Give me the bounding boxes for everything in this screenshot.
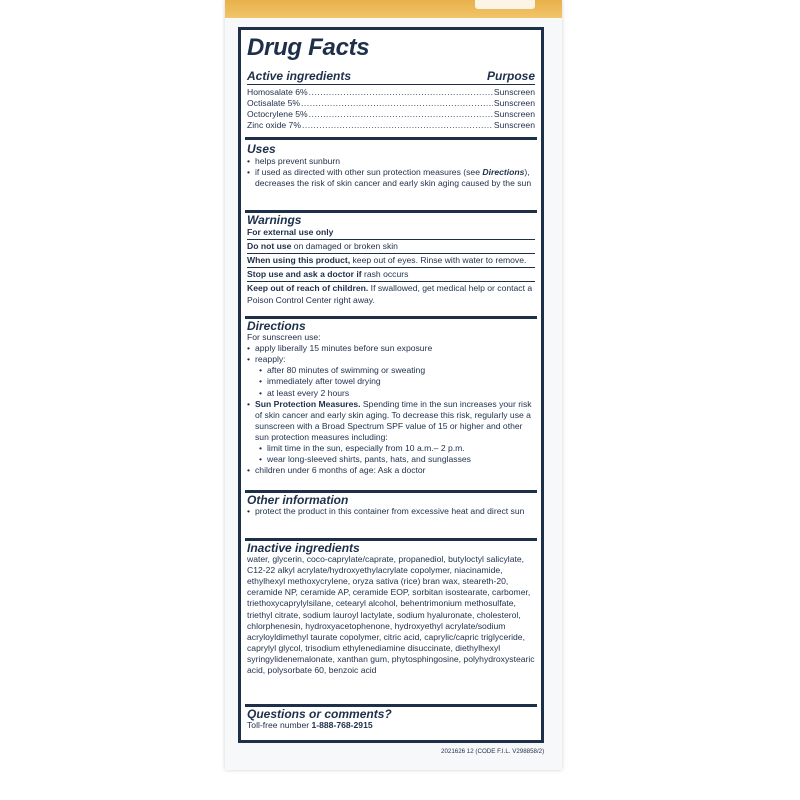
package-top-band [225,0,562,18]
uses-section [245,137,537,189]
questions-heading: Questions or comments? [247,707,392,721]
inactive-ingredients-section [245,538,537,676]
list-item [247,443,535,454]
children-note: children under 6 months of age: Ask a doctor [255,465,426,476]
stop-use-label: Stop use and ask a doctor if [247,269,362,280]
other-information-heading: Other information [247,493,349,507]
directions-apply: apply liberally 15 minutes before sun exposure [255,343,433,354]
spm-text: Spending time in the sun increases your risk of skin cancer and early skin aging. To decrease this risk, regularly use a sunscreen with a Broad Spectrum SPF value of 15 or higher and other sun protection measures including: [255,398,532,442]
toll-free-number: 1-888-768-2915 [311,720,373,731]
directions-list [247,343,535,476]
directions-heading: Directions [247,319,306,333]
active-ingredients-header [247,69,535,85]
spm-item: wear long-sleeved shirts, pants, hats, and sunglasses [267,454,471,465]
do-not-use-label: Do not use [247,241,292,252]
other-information-list [247,506,535,517]
product-code: 2021626 12 (CODE F.I.L. V298858/2) [441,748,545,755]
external-use-text: For external use only [247,227,334,238]
active-ingredient-row [247,98,535,109]
when-using-label: When using this product, [247,255,351,266]
stop-use-text: rash occurs [361,269,409,280]
spm-label: Sun Protection Measures. [255,398,361,409]
ingredient-name: Zinc oxide 7% [247,120,301,131]
ingredient-name: Octocrylene 5% [247,109,308,120]
when-using-text: keep out of eyes. Rinse with water to remove. [350,255,527,266]
list-item [247,365,535,376]
active-ingredients-heading: Active ingredients [247,69,352,83]
uses-item: helps prevent sunburn [255,156,341,166]
toll-free-label: Toll-free number [247,720,312,731]
active-ingredients-list [247,87,535,131]
other-information-item: protect the product in this container from excessive heat and direct sun [255,506,525,517]
toll-free-line [247,720,535,731]
ingredient-purpose: Sunscreen [493,87,535,97]
warnings-section [245,210,537,307]
drug-facts-title: Drug Facts [247,34,370,61]
list-item [247,399,535,443]
list-item [247,167,535,189]
uses-item: ), decreases the risk of skin cancer and early skin aging caused by the sun [255,167,532,189]
list-item [247,506,535,517]
external-use-line [247,226,535,240]
warnings-heading: Warnings [247,213,302,227]
do-not-use-text: on damaged or broken skin [291,241,398,252]
questions-section [245,704,537,731]
ingredient-purpose: Sunscreen [493,98,535,109]
directions-reference: Directions [482,167,525,178]
ingredient-purpose: Sunscreen [493,109,535,120]
inactive-ingredients-heading: Inactive ingredients [247,541,360,555]
list-item [247,343,535,354]
active-ingredient-row [247,120,535,131]
keep-out-text: If swallowed, get medical help or contact a Poison Control Center right away. [247,283,533,305]
when-using-line [247,254,535,268]
inactive-ingredients-text: water, glycerin, coco-caprylate/caprate, propanediol, butyloctyl salicylate, C12-22 alkyl acrylate/hydroxyethylacrylate copolymer, niacinamide, ethylhexyl methoxycrylene, oryza sativa (rice) bran wax, steareth-20, ceramide NP, ceramide AP, ceramide EOP, sorbitan isostearate, carbomer, triethoxycaprylylsilane, cetearyl alcohol, behentrimonium methosulfate, triethyl citrate, sodium lauroyl lactylate, sodium hyaluronate, cholesterol, chlorphenesin, hydroxyacetophenone, hydroxyethyl acrylate/sodium acryloyldimethyl taurate copolymer, citric acid, caprylic/capric triglyceride, caprylyl glycol, trisodium ethylenediamine disuccinate, diethylhexyl syringylidenemalonate, xanthan gum, phytosphingosine, polyhydroxystearic acid, polysorbate 60, benzoic acid [247,554,535,676]
spm-item: limit time in the sun, especially from 10 a.m.– 2 p.m. [267,443,465,454]
keep-out-line [247,282,535,306]
stop-use-line [247,268,535,282]
list-item [247,465,535,476]
list-item [247,354,535,365]
purpose-heading: Purpose [486,69,535,83]
list-item [247,388,535,399]
list-item [247,156,535,167]
reapply-item: immediately after towel drying [267,376,381,387]
reapply-item: after 80 minutes of swimming or sweating [267,365,426,376]
reapply-item: at least every 2 hours [267,387,350,398]
uses-list [247,156,535,189]
uses-heading: Uses [247,142,276,156]
do-not-use-line [247,240,535,254]
keep-out-label: Keep out of reach of children. [247,283,369,294]
ingredient-purpose: Sunscreen [493,120,535,131]
active-ingredient-row [247,87,535,98]
ingredient-name: Octisalate 5% [247,98,301,109]
brand-graphic [475,0,535,9]
uses-item: if used as directed with other sun protection measures (see [255,167,483,178]
drug-facts-panel [238,27,544,743]
directions-reapply: reapply: [255,354,286,365]
directions-section [245,316,537,476]
other-information-section [245,490,537,517]
list-item [247,454,535,465]
list-item [247,376,535,387]
directions-intro: For sunscreen use: [247,332,321,343]
active-ingredient-row [247,109,535,120]
ingredient-name: Homosalate 6% [247,87,308,97]
